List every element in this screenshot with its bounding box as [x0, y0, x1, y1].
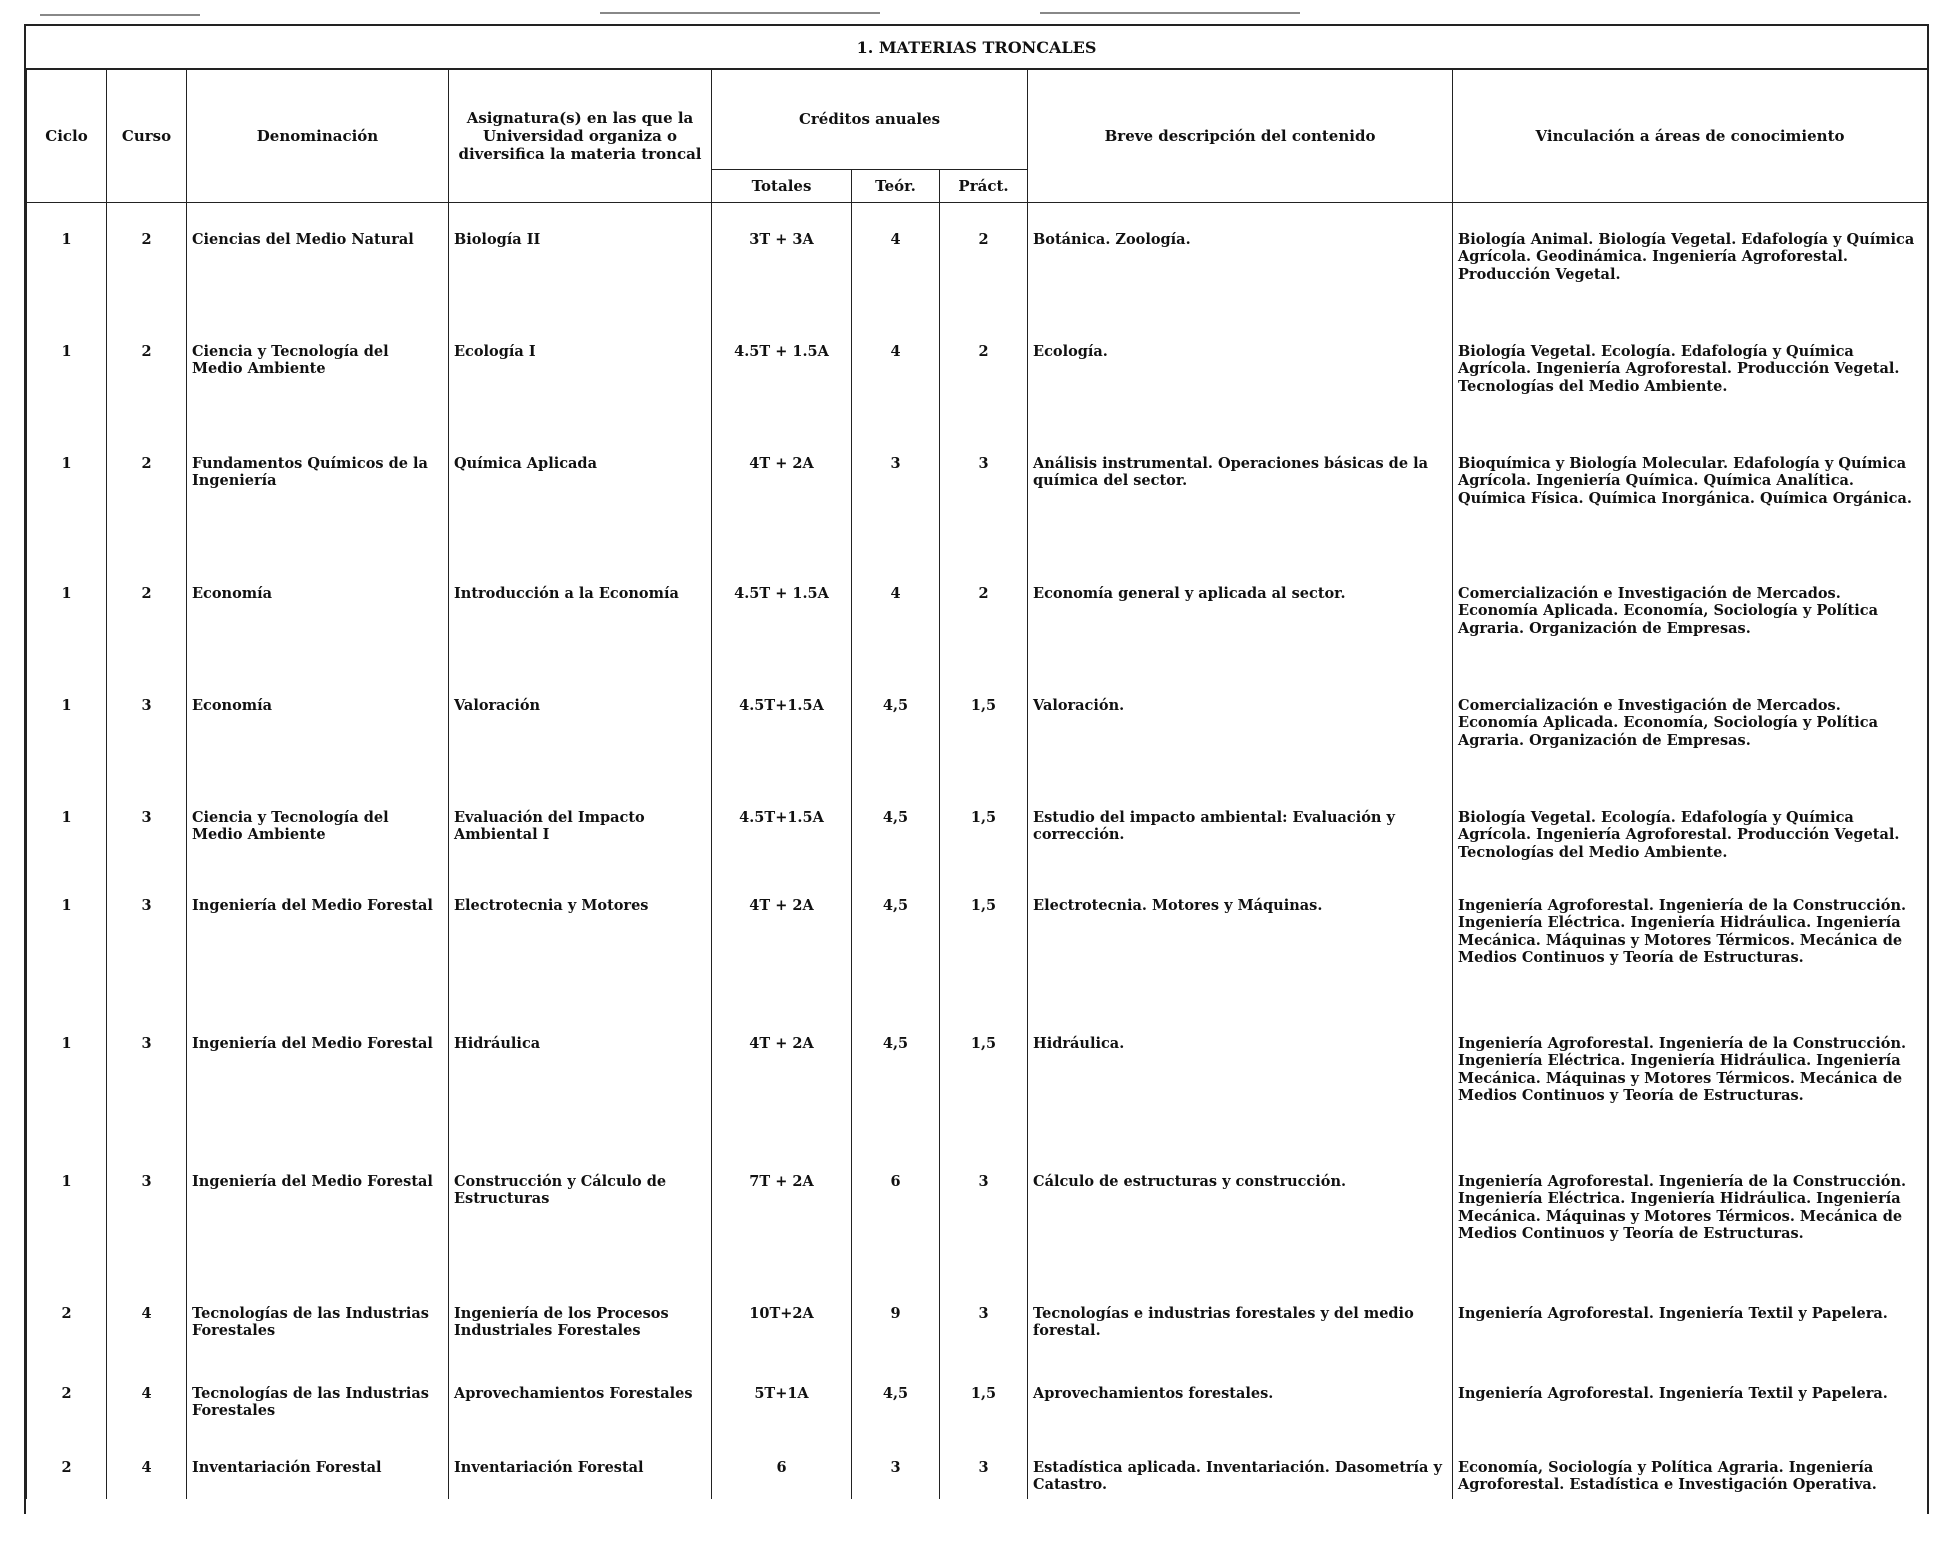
- cell-totales: 10T+2A: [712, 1305, 852, 1385]
- table-row: [27, 897, 1928, 1035]
- header-ciclo: Ciclo: [27, 69, 107, 203]
- table-row: [27, 1385, 1928, 1459]
- cell-descripcion: Aprovechamientos forestales.: [1028, 1385, 1453, 1459]
- cell-totales: 4T + 2A: [712, 455, 852, 585]
- cell-vinculacion: Ingeniería Agroforestal. Ingeniería Textil y Papelera.: [1453, 1385, 1928, 1459]
- cell-denominacion: Ingeniería del Medio Forestal: [187, 1035, 449, 1173]
- cell-curso: 4: [107, 1385, 187, 1459]
- header-descripcion: Breve descripción del contenido: [1028, 69, 1453, 203]
- header-vinculacion: Vinculación a áreas de conocimiento: [1453, 69, 1928, 203]
- cell-descripcion: Tecnologías e industrias forestales y del medio forestal.: [1028, 1305, 1453, 1385]
- cell-denominacion: Inventariación Forestal: [187, 1459, 449, 1499]
- cell-totales: 4.5T+1.5A: [712, 809, 852, 897]
- cell-pract: 3: [940, 1305, 1028, 1385]
- cell-curso: 2: [107, 455, 187, 585]
- page-title: 1. MATERIAS TRONCALES: [26, 26, 1927, 70]
- cell-ciclo: 1: [27, 897, 107, 1035]
- cell-curso: 3: [107, 1173, 187, 1305]
- cell-denominacion: Tecnologías de las Industrias Forestales: [187, 1385, 449, 1459]
- header-teor: Teór.: [852, 170, 940, 203]
- cell-totales: 4.5T + 1.5A: [712, 585, 852, 697]
- cell-totales: 4T + 2A: [712, 897, 852, 1035]
- cell-pract: 1,5: [940, 1385, 1028, 1459]
- cell-teor: 3: [852, 455, 940, 585]
- cell-asignatura: Construcción y Cálculo de Estructuras: [449, 1173, 712, 1305]
- cell-ciclo: 1: [27, 1173, 107, 1305]
- cell-curso: 3: [107, 897, 187, 1035]
- cell-descripcion: Estadística aplicada. Inventariación. Dasometría y Catastro.: [1028, 1459, 1453, 1499]
- cell-asignatura: Evaluación del Impacto Ambiental I: [449, 809, 712, 897]
- cell-ciclo: 1: [27, 231, 107, 343]
- cell-asignatura: Ingeniería de los Procesos Industriales Forestales: [449, 1305, 712, 1385]
- cell-ciclo: 1: [27, 809, 107, 897]
- table-row: [27, 1305, 1928, 1385]
- table-row: [27, 455, 1928, 585]
- cell-vinculacion: Economía, Sociología y Política Agraria. Ingeniería Agroforestal. Estadística e Investigación Operativa.: [1453, 1459, 1928, 1499]
- table-row: [27, 809, 1928, 897]
- document-page: [24, 24, 1929, 1514]
- cell-vinculacion: Comercialización e Investigación de Mercados. Economía Aplicada. Economía, Sociología y Política Agraria. Organización de Empresas.: [1453, 585, 1928, 697]
- header-curso: Curso: [107, 69, 187, 203]
- cell-denominacion: Ingeniería del Medio Forestal: [187, 1173, 449, 1305]
- cell-vinculacion: Ingeniería Agroforestal. Ingeniería de la Construcción. Ingeniería Eléctrica. Ingeniería Hidráulica. Ingeniería Mecánica. Máquinas y Motores Térmicos. Mecánica de Medios Continuos y Teoría de Estructuras.: [1453, 1173, 1928, 1305]
- cell-teor: 4,5: [852, 697, 940, 809]
- table-row: [27, 1035, 1928, 1173]
- cell-pract: 1,5: [940, 1035, 1028, 1173]
- cell-vinculacion: Biología Animal. Biología Vegetal. Edafología y Química Agrícola. Geodinámica. Ingeniería Agroforestal. Producción Vegetal.: [1453, 231, 1928, 343]
- cell-teor: 6: [852, 1173, 940, 1305]
- cell-pract: 1,5: [940, 697, 1028, 809]
- table-row: [27, 231, 1928, 343]
- cell-denominacion: Ciencias del Medio Natural: [187, 231, 449, 343]
- cell-totales: 3T + 3A: [712, 231, 852, 343]
- cell-descripcion: Análisis instrumental. Operaciones básicas de la química del sector.: [1028, 455, 1453, 585]
- table-row: [27, 585, 1928, 697]
- cell-totales: 5T+1A: [712, 1385, 852, 1459]
- cell-pract: 3: [940, 1459, 1028, 1499]
- cell-pract: 2: [940, 231, 1028, 343]
- cell-teor: 4,5: [852, 809, 940, 897]
- cell-ciclo: 1: [27, 585, 107, 697]
- cell-descripcion: Hidráulica.: [1028, 1035, 1453, 1173]
- scan-artifact-line: [600, 12, 880, 14]
- cell-teor: 4,5: [852, 1385, 940, 1459]
- cell-denominacion: Ciencia y Tecnología del Medio Ambiente: [187, 343, 449, 455]
- cell-curso: 3: [107, 809, 187, 897]
- header-denominacion: Denominación: [187, 69, 449, 203]
- header-pract: Práct.: [940, 170, 1028, 203]
- cell-totales: 4T + 2A: [712, 1035, 852, 1173]
- cell-denominacion: Ingeniería del Medio Forestal: [187, 897, 449, 1035]
- cell-ciclo: 2: [27, 1385, 107, 1459]
- header-asignaturas: Asignatura(s) en las que la Universidad organiza o diversifica la materia troncal: [449, 69, 712, 203]
- cell-asignatura: Química Aplicada: [449, 455, 712, 585]
- header-totales: Totales: [712, 170, 852, 203]
- cell-curso: 3: [107, 697, 187, 809]
- cell-asignatura: Valoración: [449, 697, 712, 809]
- cell-vinculacion: Ingeniería Agroforestal. Ingeniería Textil y Papelera.: [1453, 1305, 1928, 1385]
- cell-pract: 2: [940, 585, 1028, 697]
- cell-ciclo: 1: [27, 343, 107, 455]
- cell-teor: 4: [852, 343, 940, 455]
- cell-asignatura: Inventariación Forestal: [449, 1459, 712, 1499]
- cell-ciclo: 2: [27, 1305, 107, 1385]
- cell-teor: 4,5: [852, 897, 940, 1035]
- cell-asignatura: Ecología I: [449, 343, 712, 455]
- cell-vinculacion: Ingeniería Agroforestal. Ingeniería de la Construcción. Ingeniería Eléctrica. Ingeniería Hidráulica. Ingeniería Mecánica. Máquinas y Motores Térmicos. Mecánica de Medios Continuos y Teoría de Estructuras.: [1453, 897, 1928, 1035]
- cell-denominacion: Economía: [187, 585, 449, 697]
- cell-vinculacion: Biología Vegetal. Ecología. Edafología y Química Agrícola. Ingeniería Agroforestal. Producción Vegetal. Tecnologías del Medio Ambiente.: [1453, 809, 1928, 897]
- table-row: [27, 1459, 1928, 1499]
- cell-vinculacion: Comercialización e Investigación de Mercados. Economía Aplicada. Economía, Sociología y Política Agraria. Organización de Empresas.: [1453, 697, 1928, 809]
- cell-vinculacion: Ingeniería Agroforestal. Ingeniería de la Construcción. Ingeniería Eléctrica. Ingeniería Hidráulica. Ingeniería Mecánica. Máquinas y Motores Térmicos. Mecánica de Medios Continuos y Teoría de Estructuras.: [1453, 1035, 1928, 1173]
- cell-teor: 9: [852, 1305, 940, 1385]
- cell-pract: 3: [940, 1173, 1028, 1305]
- cell-asignatura: Electrotecnia y Motores: [449, 897, 712, 1035]
- materias-table: [26, 68, 1928, 1499]
- cell-ciclo: 2: [27, 1459, 107, 1499]
- cell-asignatura: Hidráulica: [449, 1035, 712, 1173]
- table-body: [27, 203, 1928, 1500]
- cell-teor: 3: [852, 1459, 940, 1499]
- cell-curso: 3: [107, 1035, 187, 1173]
- cell-descripcion: Electrotecnia. Motores y Máquinas.: [1028, 897, 1453, 1035]
- cell-descripcion: Estudio del impacto ambiental: Evaluación y corrección.: [1028, 809, 1453, 897]
- cell-asignatura: Aprovechamientos Forestales: [449, 1385, 712, 1459]
- cell-descripcion: Cálculo de estructuras y construcción.: [1028, 1173, 1453, 1305]
- cell-totales: 7T + 2A: [712, 1173, 852, 1305]
- cell-denominacion: Tecnologías de las Industrias Forestales: [187, 1305, 449, 1385]
- cell-teor: 4: [852, 231, 940, 343]
- cell-vinculacion: Biología Vegetal. Ecología. Edafología y Química Agrícola. Ingeniería Agroforestal. Producción Vegetal. Tecnologías del Medio Ambiente.: [1453, 343, 1928, 455]
- cell-totales: 6: [712, 1459, 852, 1499]
- cell-ciclo: 1: [27, 1035, 107, 1173]
- cell-curso: 4: [107, 1305, 187, 1385]
- cell-vinculacion: Bioquímica y Biología Molecular. Edafología y Química Agrícola. Ingeniería Química. Química Analítica. Química Física. Química Inorgánica. Química Orgánica.: [1453, 455, 1928, 585]
- cell-curso: 2: [107, 231, 187, 343]
- cell-totales: 4.5T+1.5A: [712, 697, 852, 809]
- cell-curso: 4: [107, 1459, 187, 1499]
- cell-descripcion: Botánica. Zoología.: [1028, 231, 1453, 343]
- scan-artifact-line: [1040, 12, 1300, 14]
- cell-denominacion: Ciencia y Tecnología del Medio Ambiente: [187, 809, 449, 897]
- cell-ciclo: 1: [27, 697, 107, 809]
- cell-curso: 2: [107, 585, 187, 697]
- cell-asignatura: Introducción a la Economía: [449, 585, 712, 697]
- header-creditos: Créditos anuales: [712, 69, 1028, 170]
- cell-descripcion: Ecología.: [1028, 343, 1453, 455]
- table-row: [27, 343, 1928, 455]
- cell-teor: 4,5: [852, 1035, 940, 1173]
- cell-totales: 4.5T + 1.5A: [712, 343, 852, 455]
- table-row: [27, 1173, 1928, 1305]
- cell-pract: 3: [940, 455, 1028, 585]
- cell-pract: 2: [940, 343, 1028, 455]
- cell-pract: 1,5: [940, 897, 1028, 1035]
- cell-pract: 1,5: [940, 809, 1028, 897]
- cell-asignatura: Biología II: [449, 231, 712, 343]
- cell-descripcion: Economía general y aplicada al sector.: [1028, 585, 1453, 697]
- cell-curso: 2: [107, 343, 187, 455]
- cell-denominacion: Economía: [187, 697, 449, 809]
- scan-artifact-line: [40, 14, 200, 16]
- table-row: [27, 697, 1928, 809]
- cell-descripcion: Valoración.: [1028, 697, 1453, 809]
- cell-denominacion: Fundamentos Químicos de la Ingeniería: [187, 455, 449, 585]
- cell-teor: 4: [852, 585, 940, 697]
- cell-ciclo: 1: [27, 455, 107, 585]
